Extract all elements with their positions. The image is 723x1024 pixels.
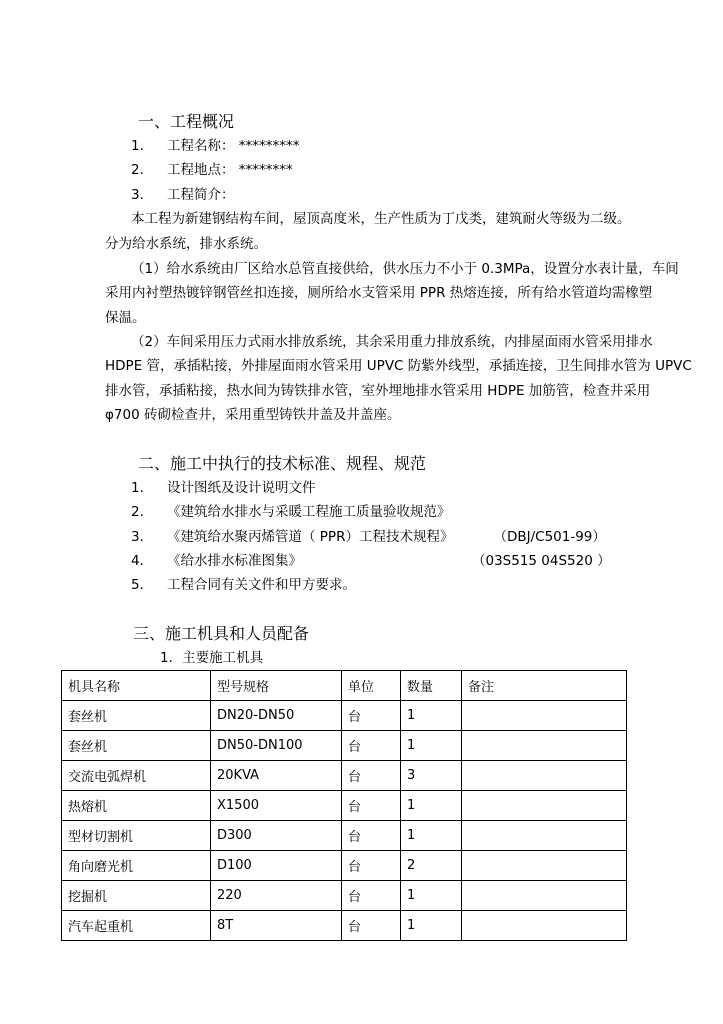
table-cell [462, 701, 627, 731]
list-text: 工程地点： ******** [167, 162, 293, 178]
project-intro-item [131, 186, 235, 204]
table-cell: 2 [401, 851, 462, 881]
table-cell [462, 821, 627, 851]
list-text: 《给水排水标准图集》 [167, 553, 302, 569]
table-row [62, 821, 627, 851]
table-cell: 8T [211, 911, 342, 941]
header-cell: 单位 [342, 671, 401, 701]
section3-heading: 三、施工机具和人员配备 [133, 624, 310, 643]
table-cell: 热熔机 [62, 791, 211, 821]
standard-code: （03S515 04S520 ） [472, 553, 611, 569]
equipment-table [61, 670, 627, 941]
table-row [62, 701, 627, 731]
table-cell: DN20-DN50 [211, 701, 342, 731]
table-cell [462, 731, 627, 761]
drainage-line-4: φ700 砖砌检查井，采用重型铸铁井盖及井盖座。 [105, 407, 401, 423]
table-cell [462, 851, 627, 881]
project-name-item [131, 137, 300, 155]
table-cell: 1 [401, 791, 462, 821]
table-row [62, 881, 627, 911]
list-number: 5． [131, 577, 154, 593]
list-text: 工程名称： ********* [167, 138, 300, 154]
intro-line-1: 本工程为新建钢结构车间，屋顶高度米，生产性质为丁戊类，建筑耐火等级为二级。 [131, 211, 631, 227]
table-cell: 套丝机 [62, 731, 211, 761]
table-cell: 3 [401, 761, 462, 791]
table-cell: 交流电弧焊机 [62, 761, 211, 791]
table-cell [462, 881, 627, 911]
standard-code: （DBJ/C501-99） [493, 529, 606, 545]
water-supply-line-2: 采用内衬塑热镀锌钢管丝扣连接，厕所给水支管采用 PPR 热熔连接，所有给水管道均需橡塑 [105, 285, 653, 301]
table-cell: 套丝机 [62, 701, 211, 731]
standard-item-1 [131, 479, 316, 497]
list-number: 1． [131, 138, 154, 154]
table-cell: D100 [211, 851, 342, 881]
header-cell: 型号规格 [211, 671, 342, 701]
water-supply-line-3: 保温。 [105, 310, 146, 326]
table-row [62, 911, 627, 941]
table-cell: 20KVA [211, 761, 342, 791]
list-number: 1． [131, 480, 154, 496]
table-cell: DN50-DN100 [211, 731, 342, 761]
table-cell: 角向磨光机 [62, 851, 211, 881]
table-cell: 台 [342, 821, 401, 851]
table-cell: 挖掘机 [62, 881, 211, 911]
list-number: 4． [131, 553, 154, 569]
standard-item-2 [131, 503, 451, 521]
table-row [62, 761, 627, 791]
table-cell: D300 [211, 821, 342, 851]
table-cell: X1500 [211, 791, 342, 821]
drainage-line-1: （2）车间采用压力式雨水排放系统，其余采用重力排放系统，内排屋面雨水管采用排水 [131, 334, 653, 350]
list-number: 2． [131, 162, 154, 178]
section2-heading: 二、施工中执行的技术标准、规程、规范 [138, 454, 427, 473]
table-cell [462, 761, 627, 791]
table-cell [462, 911, 627, 941]
intro-line-2: 分为给水系统，排水系统。 [105, 236, 267, 252]
table-cell: 台 [342, 761, 401, 791]
table-cell: 1 [401, 821, 462, 851]
table-cell: 汽车起重机 [62, 911, 211, 941]
table-cell: 台 [342, 881, 401, 911]
header-cell: 数量 [401, 671, 462, 701]
standard-item-4 [131, 552, 302, 570]
table-row [62, 731, 627, 761]
table-cell: 型材切割机 [62, 821, 211, 851]
list-text: 工程合同有关文件和甲方要求。 [167, 577, 356, 593]
list-text: 《建筑给水排水与采暖工程施工质量验收规范》 [167, 504, 451, 520]
drainage-line-2: HDPE 管，承插粘接，外排屋面雨水管采用 UPVC 防紫外线型，承插连接，卫生间排水管为 UPVC [105, 358, 692, 374]
project-location-item [131, 161, 293, 179]
table-row [62, 851, 627, 881]
list-number: 3． [131, 529, 154, 545]
standard-item-5 [131, 576, 356, 594]
header-cell: 备注 [462, 671, 627, 701]
table-cell: 台 [342, 791, 401, 821]
list-text: 设计图纸及设计说明文件 [167, 480, 316, 496]
table-cell: 台 [342, 701, 401, 731]
drainage-line-3: 排水管，承插粘接，热水间为铸铁排水管，室外埋地排水管采用 HDPE 加筋管，检查井采用 [105, 383, 651, 399]
table-cell: 台 [342, 731, 401, 761]
table-cell: 台 [342, 911, 401, 941]
table-cell [462, 791, 627, 821]
table-cell: 台 [342, 851, 401, 881]
section1-heading: 一、工程概况 [138, 112, 235, 131]
list-text: 《建筑给水聚丙烯管道（ PPR）工程技术规程》 [167, 529, 454, 545]
list-number: 2． [131, 504, 154, 520]
table-cell: 1 [401, 911, 462, 941]
header-cell: 机具名称 [62, 671, 211, 701]
table-cell: 1 [401, 731, 462, 761]
water-supply-line-1: （1）给水系统由厂区给水总管直接供给，供水压力不小于 0.3MPa，设置分水表计量，车间 [131, 261, 679, 277]
standard-item-3 [131, 528, 606, 546]
list-text: 工程简介： [167, 187, 235, 203]
section3-subheading: 1．主要施工机具 [160, 650, 264, 666]
table-cell: 1 [401, 701, 462, 731]
table-header-row [62, 671, 627, 701]
table-cell: 220 [211, 881, 342, 911]
table-cell: 1 [401, 881, 462, 911]
list-number: 3． [131, 187, 154, 203]
table-row [62, 791, 627, 821]
